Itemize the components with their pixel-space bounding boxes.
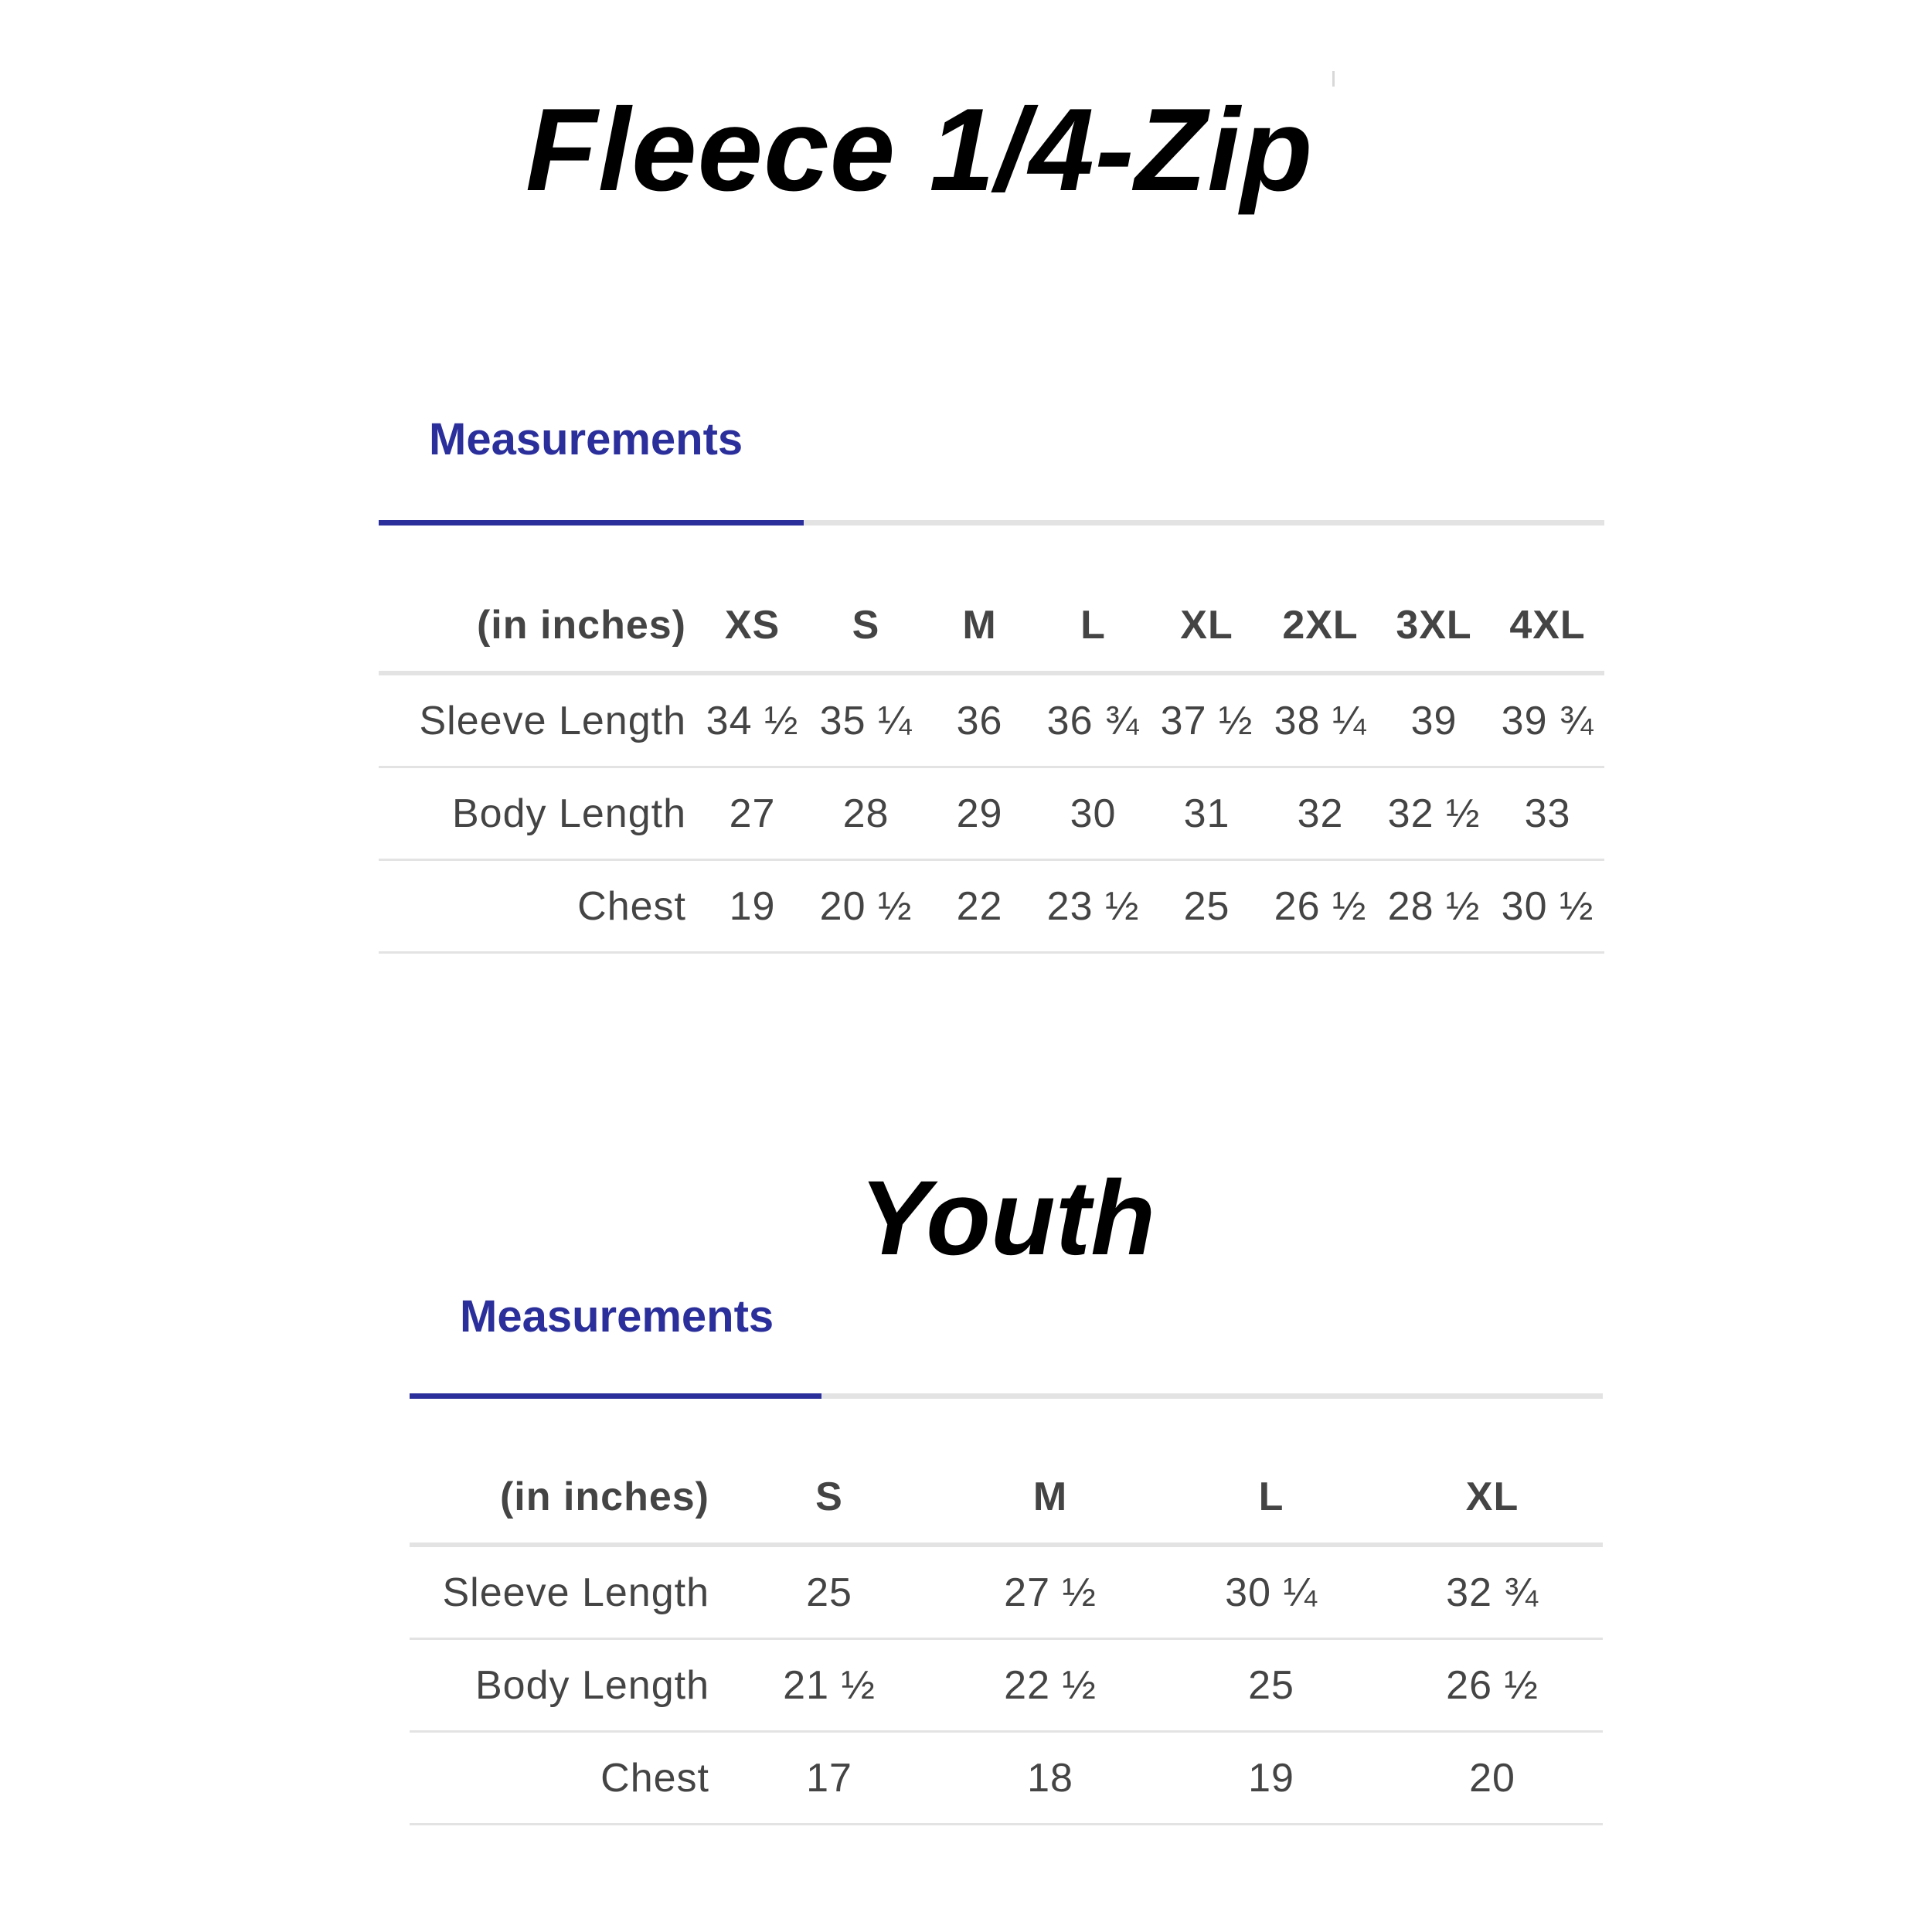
table-cell: 35 ¼: [809, 673, 923, 767]
table-cell: 33: [1491, 767, 1604, 860]
adult-tab-bar: [379, 402, 1604, 526]
table-cell: 30: [1036, 767, 1150, 860]
adult-size-header: 2XL: [1264, 580, 1377, 673]
youth-row-chest: [410, 1732, 1603, 1825]
adult-size-header: 4XL: [1491, 580, 1604, 673]
adult-size-header: S: [809, 580, 923, 673]
adult-tab-active-indicator: [379, 520, 804, 526]
youth-size-header: L: [1161, 1451, 1382, 1545]
table-cell: 37 ½: [1150, 673, 1264, 767]
table-cell: 25: [1161, 1639, 1382, 1732]
table-cell: 39: [1377, 673, 1491, 767]
row-label: Body Length: [379, 767, 696, 860]
youth-size-table: [410, 1451, 1603, 1825]
row-label: Chest: [410, 1732, 719, 1825]
table-cell: 32: [1264, 767, 1377, 860]
adult-tab-measurements[interactable]: Measurements: [429, 414, 743, 464]
table-cell: 30 ½: [1491, 860, 1604, 953]
youth-header-row: [410, 1451, 1603, 1545]
table-cell: 25: [719, 1545, 940, 1639]
table-cell: 17: [719, 1732, 940, 1825]
table-cell: 22 ½: [940, 1639, 1161, 1732]
adult-header-row: [379, 580, 1604, 673]
adult-size-header: XS: [696, 580, 809, 673]
table-cell: 30 ¼: [1161, 1545, 1382, 1639]
table-cell: 18: [940, 1732, 1161, 1825]
youth-tab-bar: [410, 1279, 1603, 1399]
adult-page-title: Fleece 1/4-Zip: [526, 84, 1314, 216]
row-label: Sleeve Length: [379, 673, 696, 767]
adult-size-table: [379, 580, 1604, 954]
adult-row-chest: [379, 860, 1604, 953]
table-cell: 34 ½: [696, 673, 809, 767]
table-cell: 36: [923, 673, 1036, 767]
youth-size-header: S: [719, 1451, 940, 1545]
youth-tab-measurements[interactable]: Measurements: [460, 1291, 774, 1342]
adult-measurements-section: [379, 402, 1604, 954]
table-cell: 27 ½: [940, 1545, 1161, 1639]
adult-size-header: XL: [1150, 580, 1264, 673]
table-cell: 28: [809, 767, 923, 860]
table-cell: 26 ½: [1264, 860, 1377, 953]
youth-row-sleeve-length: [410, 1545, 1603, 1639]
row-label: Body Length: [410, 1639, 719, 1732]
table-cell: 31: [1150, 767, 1264, 860]
table-cell: 21 ½: [719, 1639, 940, 1732]
table-cell: 28 ½: [1377, 860, 1491, 953]
table-cell: 32 ¾: [1382, 1545, 1603, 1639]
youth-row-body-length: [410, 1639, 1603, 1732]
table-cell: 23 ½: [1036, 860, 1150, 953]
row-label: Sleeve Length: [410, 1545, 719, 1639]
table-cell: 39 ¾: [1491, 673, 1604, 767]
table-cell: 27: [696, 767, 809, 860]
table-cell: 19: [1161, 1732, 1382, 1825]
youth-tab-active-indicator: [410, 1393, 821, 1399]
adult-unit-header: (in inches): [379, 580, 696, 673]
table-cell: 20 ½: [809, 860, 923, 953]
youth-size-header: M: [940, 1451, 1161, 1545]
row-label: Chest: [379, 860, 696, 953]
table-cell: 32 ½: [1377, 767, 1491, 860]
table-cell: 29: [923, 767, 1036, 860]
stray-mark: [1332, 71, 1335, 87]
table-cell: 38 ¼: [1264, 673, 1377, 767]
table-cell: 26 ½: [1382, 1639, 1603, 1732]
table-cell: 20: [1382, 1732, 1603, 1825]
youth-measurements-section: [410, 1279, 1603, 1825]
table-cell: 22: [923, 860, 1036, 953]
adult-size-header: 3XL: [1377, 580, 1491, 673]
youth-size-header: XL: [1382, 1451, 1603, 1545]
adult-size-header: L: [1036, 580, 1150, 673]
adult-size-header: M: [923, 580, 1036, 673]
table-cell: 19: [696, 860, 809, 953]
adult-row-body-length: [379, 767, 1604, 860]
youth-unit-header: (in inches): [410, 1451, 719, 1545]
adult-row-sleeve-length: [379, 673, 1604, 767]
youth-page-title: Youth: [859, 1159, 1155, 1277]
table-cell: 25: [1150, 860, 1264, 953]
table-cell: 36 ¾: [1036, 673, 1150, 767]
